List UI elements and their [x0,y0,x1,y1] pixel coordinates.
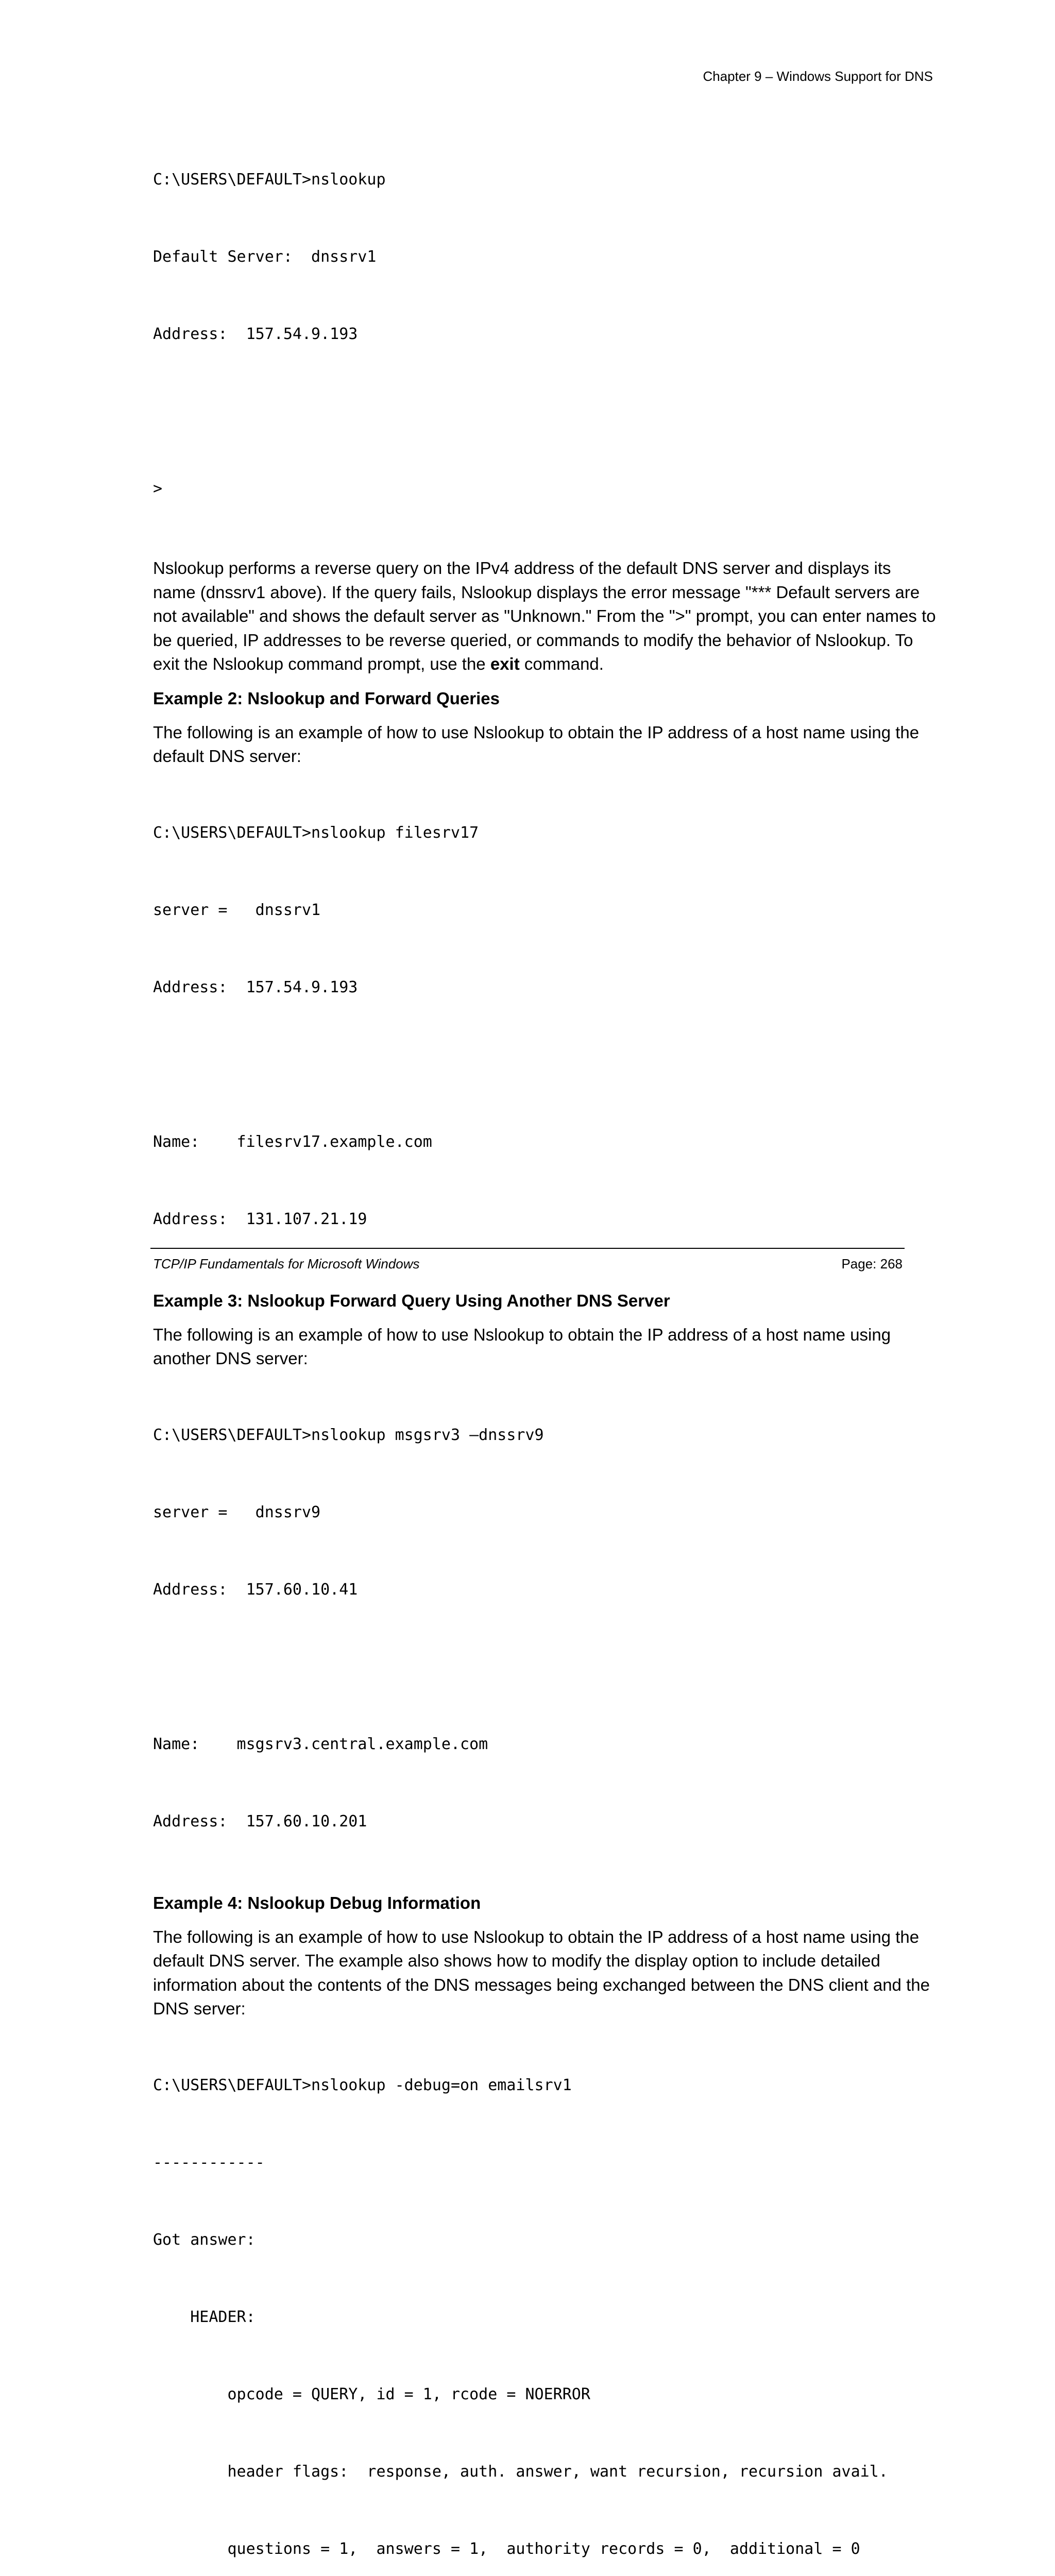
paragraph-4: The following is an example of how to use Nslookup to obtain the IP address of a host name using the default DNS server. The example also shows how to modify the display option to include detailed information about the contents of the DNS messages being exchanged between the DNS client and the DNS server: [153,1925,936,2021]
code-block-2 [153,769,936,1284]
code-line: Got answer: [153,2227,936,2253]
code-line: C:\USERS\DEFAULT>nslookup filesrv17 [153,820,936,846]
heading-example-4: Example 4: Nslookup Debug Information [153,1891,936,1915]
heading-example-3: Example 3: Nslookup Forward Query Using Another DNS Server [153,1289,936,1313]
code-line: Address: 157.54.9.193 [153,975,936,1001]
code-line: C:\USERS\DEFAULT>nslookup -debug=on emailsrv1 [153,2073,936,2098]
code-line [153,1052,936,1078]
code-line: server = dnssrv1 [153,897,936,923]
exit-command-bold: exit [490,654,520,673]
page-content [153,115,936,2576]
paragraph-3: The following is an example of how to use Nslookup to obtain the IP address of a host name using another DNS server: [153,1323,936,1371]
running-header: Chapter 9 – Windows Support for DNS [703,69,933,84]
code-line [153,1654,936,1680]
heading-example-2: Example 2: Nslookup and Forward Queries [153,687,936,710]
code-line: Default Server: dnssrv1 [153,244,936,270]
code-block-4 [153,2021,936,2576]
code-line: C:\USERS\DEFAULT>nslookup msgsrv3 –dnssrv9 [153,1422,936,1448]
code-line: questions = 1, answers = 1, authority records = 0, additional = 0 [153,2536,936,2562]
code-line: server = dnssrv9 [153,1500,936,1526]
code-line: ------------ [153,2150,936,2176]
code-line [153,399,936,425]
code-line: > [153,476,936,502]
footer-book-title: TCP/IP Fundamentals for Microsoft Windows [153,1256,420,1272]
code-block-3 [153,1371,936,1886]
code-line: Address: 131.107.21.19 [153,1207,936,1232]
paragraph-1 [153,556,936,676]
paragraph-text: Nslookup performs a reverse query on the IPv4 address of the default DNS server and displays its name (dnssrv1 above). If the query fails, Nslookup displays the error message "*** Default servers are not available" and shows the default server as "Unknown." From the ">" prompt, you can enter names to be queried, IP addresses to be reverse queried, or commands to modify the behavior of Nslookup. To exit the Nslookup command prompt, use the [153,558,936,673]
code-block-1 [153,115,936,553]
code-line: Address: 157.54.9.193 [153,321,936,347]
code-line: header flags: response, auth. answer, want recursion, recursion avail. [153,2459,936,2485]
code-line: HEADER: [153,2304,936,2330]
code-line: Address: 157.60.10.41 [153,1577,936,1603]
code-line: opcode = QUERY, id = 1, rcode = NOERROR [153,2382,936,2408]
footer-page-number: Page: 268 [841,1256,903,1272]
footer-divider [150,1248,905,1249]
paragraph-2: The following is an example of how to use Nslookup to obtain the IP address of a host name using the default DNS server: [153,721,936,769]
code-line: C:\USERS\DEFAULT>nslookup [153,167,936,193]
code-line: Name: filesrv17.example.com [153,1129,936,1155]
code-line: Name: msgsrv3.central.example.com [153,1732,936,1757]
code-line: Address: 157.60.10.201 [153,1809,936,1835]
paragraph-text-tail: command. [520,654,604,673]
